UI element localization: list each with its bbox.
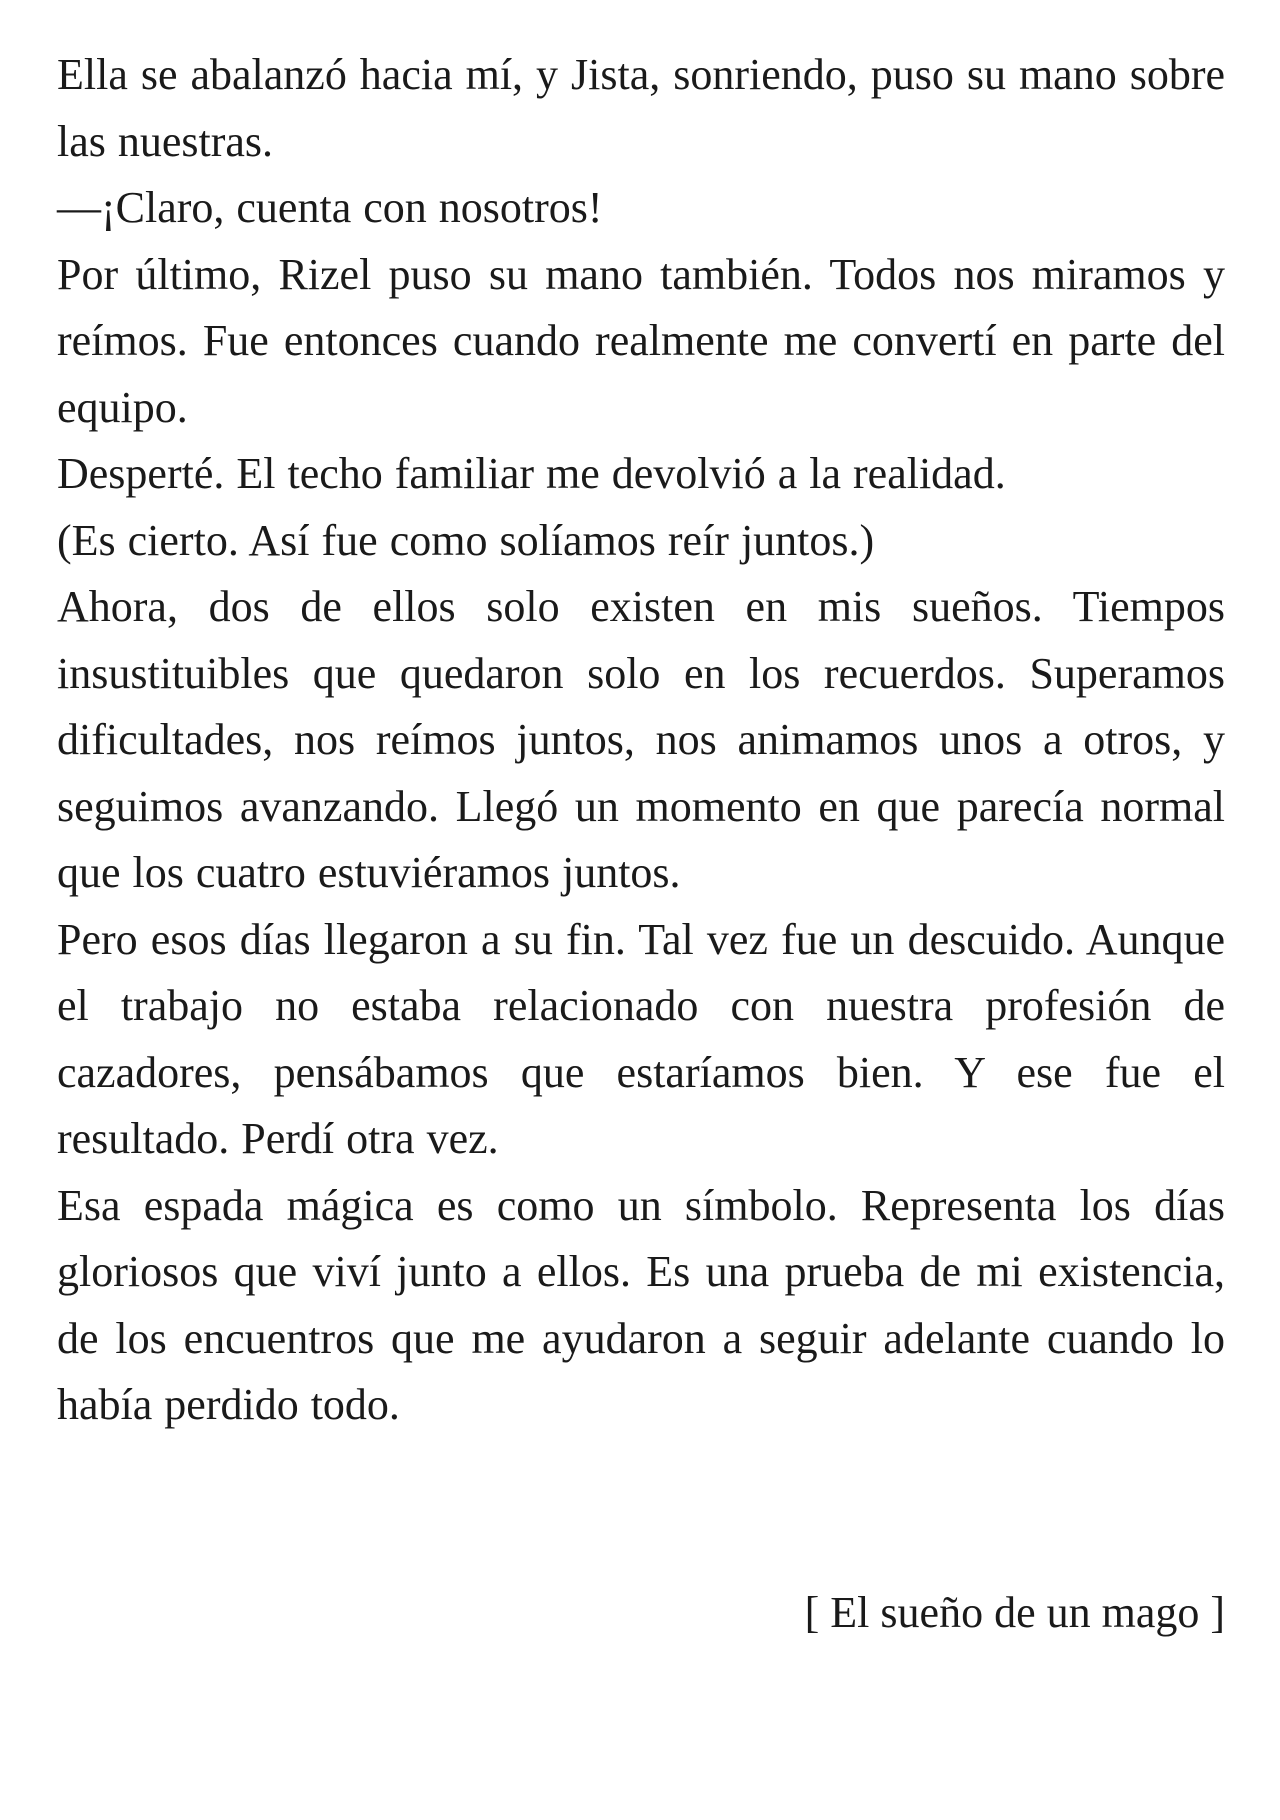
paragraph: Ella se abalanzó hacia mí, y Jista, sonriendo, puso su mano sobre las nuestras.: [57, 50, 1225, 166]
paragraph: Pero esos días llegaron a su fin. Tal vez fue un descuido. Aunque el trabajo no estaba relacionado con nuestra profesión de cazadores, pensábamos que estaríamos bien. Y ese fue el resultado. Perdí otra vez.: [57, 914, 1225, 1163]
paragraph: (Es cierto. Así fue como solíamos reír juntos.): [57, 515, 875, 565]
chapter-title: [ El sueño de un mago ]: [804, 1588, 1225, 1637]
paragraph: Por último, Rizel puso su mano también. Todos nos miramos y reímos. Fue entonces cuando realmente me convertí en parte del equipo.: [57, 249, 1225, 432]
paragraph: Ahora, dos de ellos solo existen en mis sueños. Tiempos insustituibles que quedaron solo en los recuerdos. Superamos dificultades, nos reímos juntos, nos animamos unos a otros, y seguimos avanzando. Llegó un momento en que parecía normal que los cuatro estuviéramos juntos.: [57, 582, 1225, 897]
story-text: [57, 42, 1225, 1439]
paragraph: —¡Claro, cuenta con nosotros!: [57, 183, 603, 232]
paragraph: Esa espada mágica es como un símbolo. Representa los días gloriosos que viví junto a ellos. Es una prueba de mi existencia, de los encuentros que me ayudaron a seguir adelante cuando lo había perdido todo.: [57, 1180, 1225, 1429]
paragraph: Desperté. El techo familiar me devolvió a la realidad.: [57, 449, 1006, 498]
